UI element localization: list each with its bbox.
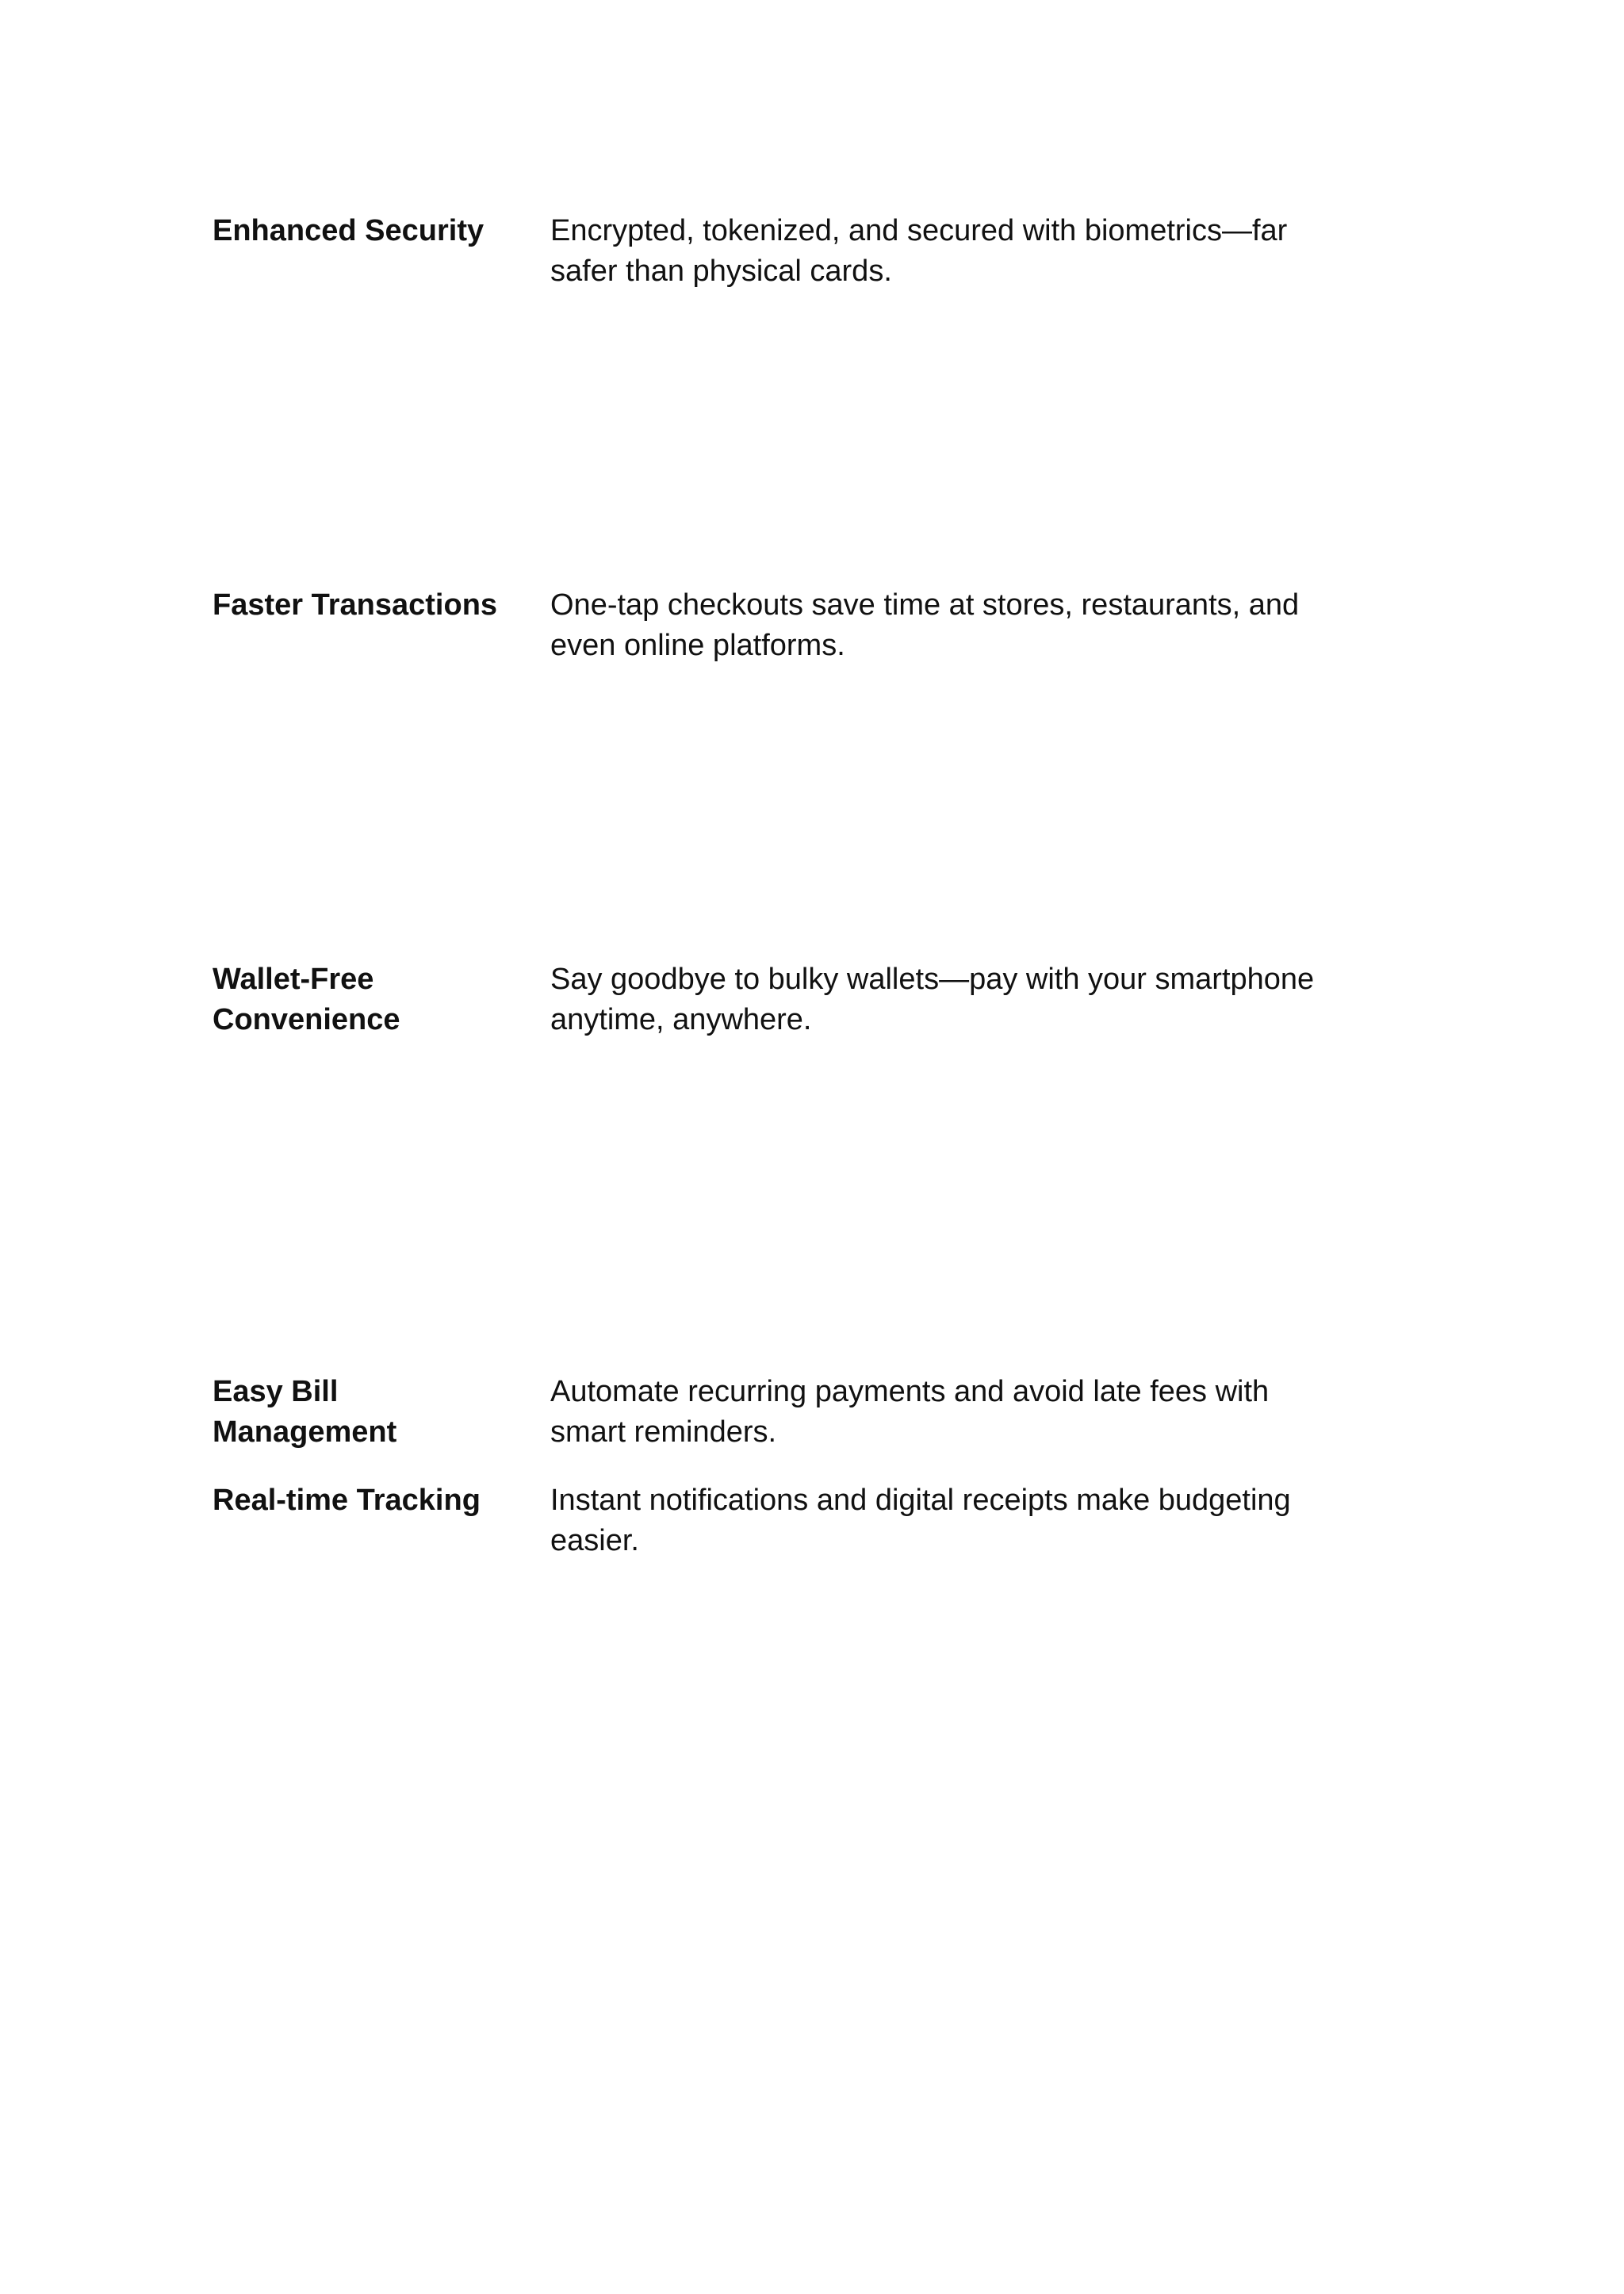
feature-description: Say goodbye to bulky wallets—pay with your smartphone anytime, anywhere. [550, 963, 1315, 1036]
feature-description: Encrypted, tokenized, and secured with biometrics—far safer than physical cards. [550, 214, 1288, 288]
feature-term: Easy Bill Management [213, 1375, 397, 1449]
feature-term: Faster Transactions [213, 588, 498, 622]
feature-description: Automate recurring payments and avoid late fees with smart reminders. [550, 1375, 1270, 1449]
feature-description: Instant notifications and digital receipts make budgeting easier. [550, 1484, 1291, 1557]
feature-description: One-tap checkouts save time at stores, restaurants, and even online platforms. [550, 588, 1300, 662]
feature-term: Wallet-Free Convenience [213, 963, 400, 1036]
feature-term: Real-time Tracking [213, 1484, 481, 1517]
feature-term: Enhanced Security [213, 214, 485, 247]
